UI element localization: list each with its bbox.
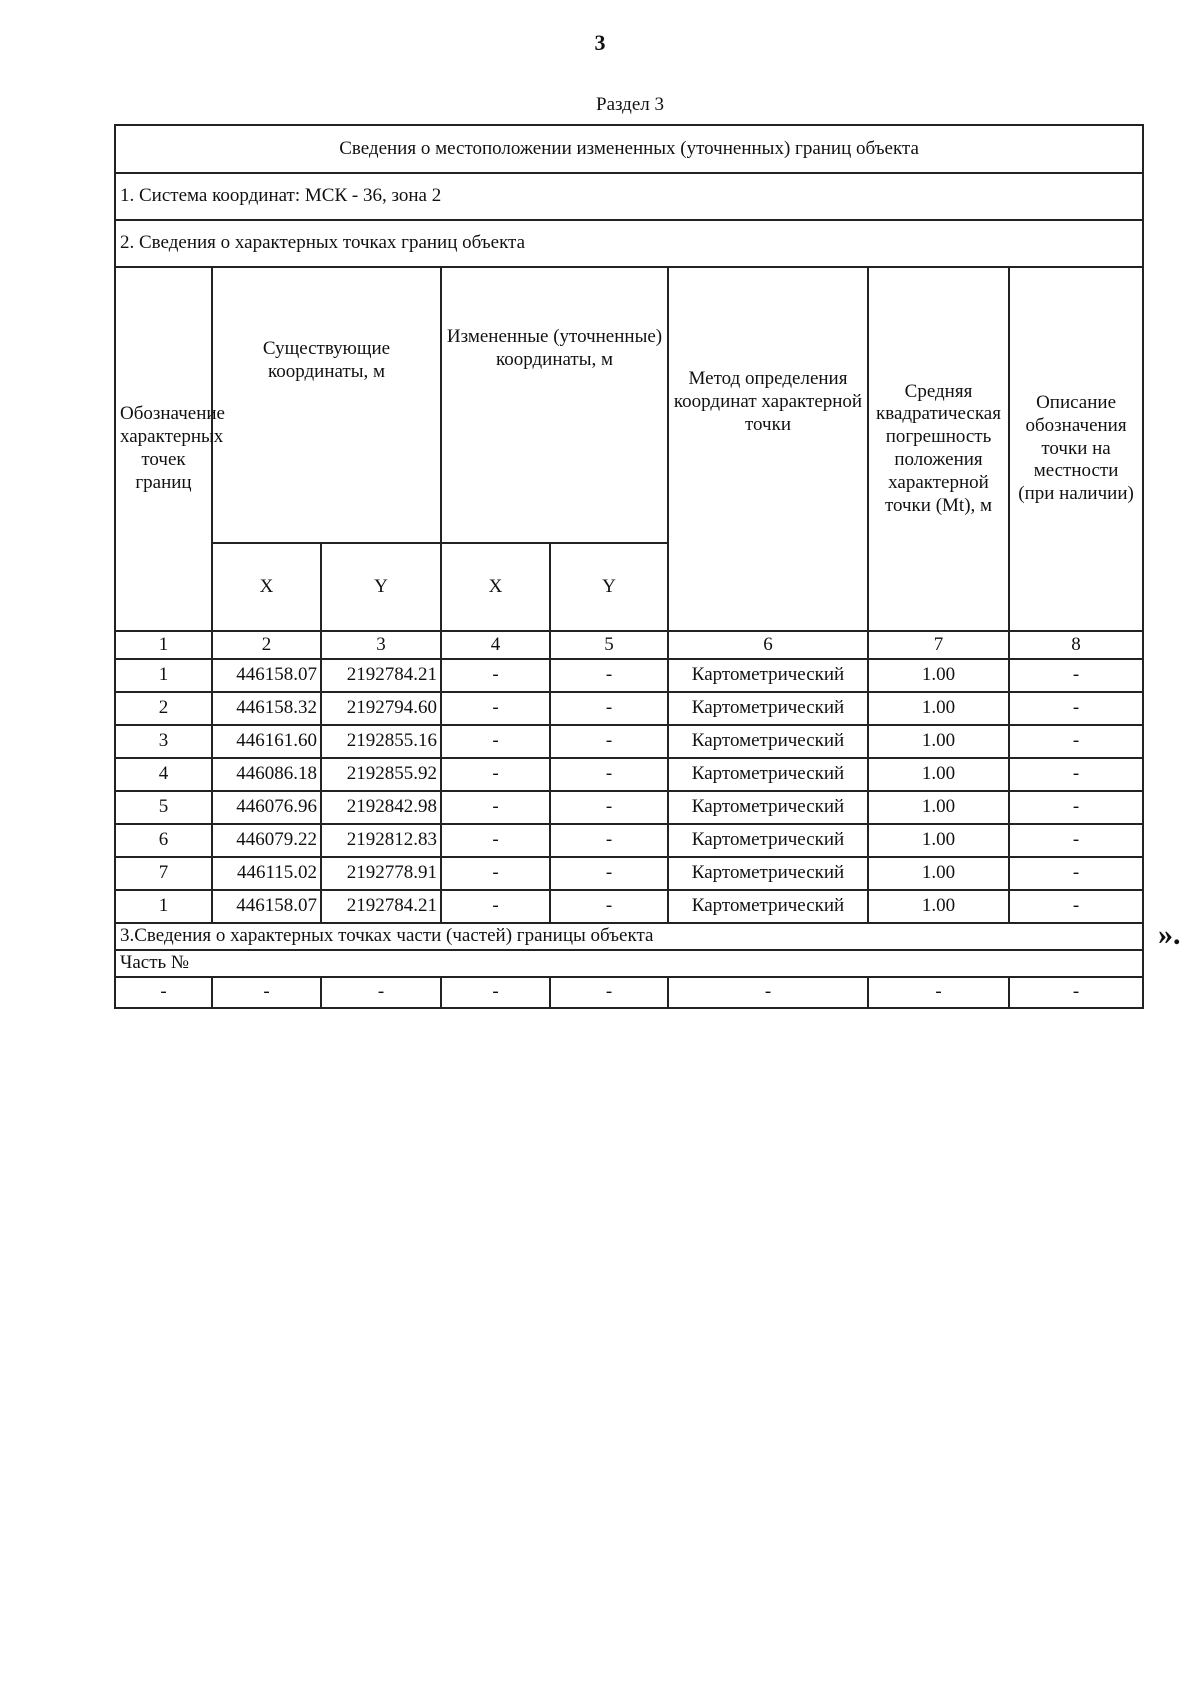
method-cell: Картометрический [668,758,868,791]
method-cell: Картометрический [668,824,868,857]
description-cell: - [1009,857,1143,890]
column-number: 5 [550,631,668,659]
table-row [115,824,1143,857]
accuracy-cell: 1.00 [868,692,1009,725]
accuracy-cell: 1.00 [868,758,1009,791]
header-description: Описание обозначения точки на местности (при наличии) [1009,267,1143,631]
accuracy-cell: 1.00 [868,659,1009,692]
accuracy-cell: 1.00 [868,791,1009,824]
header-changed-y: Y [550,543,668,631]
parts-cell: - [321,977,441,1008]
changed-x-cell: - [441,725,550,758]
closing-quote-mark: ». [1158,918,1181,951]
parts-section-header: 3.Сведения о характерных точках части (частей) границы объекта [115,923,1143,950]
header-existing-y: Y [321,543,441,631]
description-cell: - [1009,824,1143,857]
existing-y-cell: 2192812.83 [321,824,441,857]
existing-x-cell: 446161.60 [212,725,321,758]
description-cell: - [1009,692,1143,725]
table-row [115,758,1143,791]
accuracy-cell: 1.00 [868,824,1009,857]
method-cell: Картометрический [668,659,868,692]
description-cell: - [1009,725,1143,758]
parts-cell: - [212,977,321,1008]
existing-x-cell: 446158.32 [212,692,321,725]
section-label: Раздел 3 [596,94,664,115]
description-cell: - [1009,659,1143,692]
accuracy-cell: 1.00 [868,857,1009,890]
header-existing-x: X [212,543,321,631]
parts-cell: - [550,977,668,1008]
changed-x-cell: - [441,890,550,923]
method-cell: Картометрический [668,692,868,725]
method-cell: Картометрический [668,791,868,824]
description-cell: - [1009,890,1143,923]
existing-y-cell: 2192784.21 [321,659,441,692]
column-number: 2 [212,631,321,659]
point-number-cell: 1 [115,890,212,923]
column-number: 1 [115,631,212,659]
header-method: Метод определения координат характерной точки [668,267,868,631]
changed-x-cell: - [441,659,550,692]
coordinate-system: 1. Система координат: МСК - 36, зона 2 [115,173,1143,220]
parts-cell: - [868,977,1009,1008]
changed-x-cell: - [441,758,550,791]
parts-cell: - [115,977,212,1008]
table-row [115,659,1143,692]
point-number-cell: 4 [115,758,212,791]
points-section-header: 2. Сведения о характерных точках границ объекта [115,220,1143,267]
description-cell: - [1009,758,1143,791]
changed-x-cell: - [441,692,550,725]
existing-y-cell: 2192855.92 [321,758,441,791]
method-cell: Картометрический [668,857,868,890]
part-number-label: Часть № [115,950,1143,977]
point-number-cell: 1 [115,659,212,692]
existing-y-cell: 2192794.60 [321,692,441,725]
method-cell: Картометрический [668,725,868,758]
header-accuracy: Средняя квадратическая погрешность положения характерной точки (Mt), м [868,267,1009,631]
header-changed-x: X [441,543,550,631]
point-number-cell: 3 [115,725,212,758]
accuracy-cell: 1.00 [868,890,1009,923]
changed-y-cell: - [550,725,668,758]
column-number: 4 [441,631,550,659]
existing-y-cell: 2192778.91 [321,857,441,890]
existing-y-cell: 2192855.16 [321,725,441,758]
existing-x-cell: 446158.07 [212,659,321,692]
existing-x-cell: 446115.02 [212,857,321,890]
table-row [115,890,1143,923]
existing-x-cell: 446079.22 [212,824,321,857]
column-number: 8 [1009,631,1143,659]
header-designation: Обозначение характерных точек границ [115,267,212,631]
table-row [115,791,1143,824]
boundary-points-table [114,124,1144,1009]
point-number-cell: 2 [115,692,212,725]
point-number-cell: 6 [115,824,212,857]
table-title: Сведения о местоположении измененных (уточненных) границ объекта [115,125,1143,173]
point-number-cell: 7 [115,857,212,890]
column-number: 6 [668,631,868,659]
changed-y-cell: - [550,791,668,824]
description-cell: - [1009,791,1143,824]
parts-cell: - [1009,977,1143,1008]
existing-x-cell: 446086.18 [212,758,321,791]
table-row [115,725,1143,758]
column-number: 3 [321,631,441,659]
changed-y-cell: - [550,659,668,692]
existing-x-cell: 446076.96 [212,791,321,824]
parts-row [115,977,1143,1008]
table-row [115,692,1143,725]
accuracy-cell: 1.00 [868,725,1009,758]
point-number-cell: 5 [115,791,212,824]
changed-y-cell: - [550,857,668,890]
header-existing-coords: Существующие координаты, м [212,267,441,543]
page-number: 3 [594,30,606,55]
table-row [115,857,1143,890]
header-changed-coords: Измененные (уточненные) координаты, м [441,267,668,543]
column-numbers-row [115,631,1143,659]
parts-cell: - [668,977,868,1008]
existing-y-cell: 2192842.98 [321,791,441,824]
changed-x-cell: - [441,857,550,890]
changed-x-cell: - [441,824,550,857]
parts-cell: - [441,977,550,1008]
changed-y-cell: - [550,758,668,791]
existing-y-cell: 2192784.21 [321,890,441,923]
existing-x-cell: 446158.07 [212,890,321,923]
changed-x-cell: - [441,791,550,824]
column-number: 7 [868,631,1009,659]
changed-y-cell: - [550,824,668,857]
method-cell: Картометрический [668,890,868,923]
changed-y-cell: - [550,692,668,725]
changed-y-cell: - [550,890,668,923]
